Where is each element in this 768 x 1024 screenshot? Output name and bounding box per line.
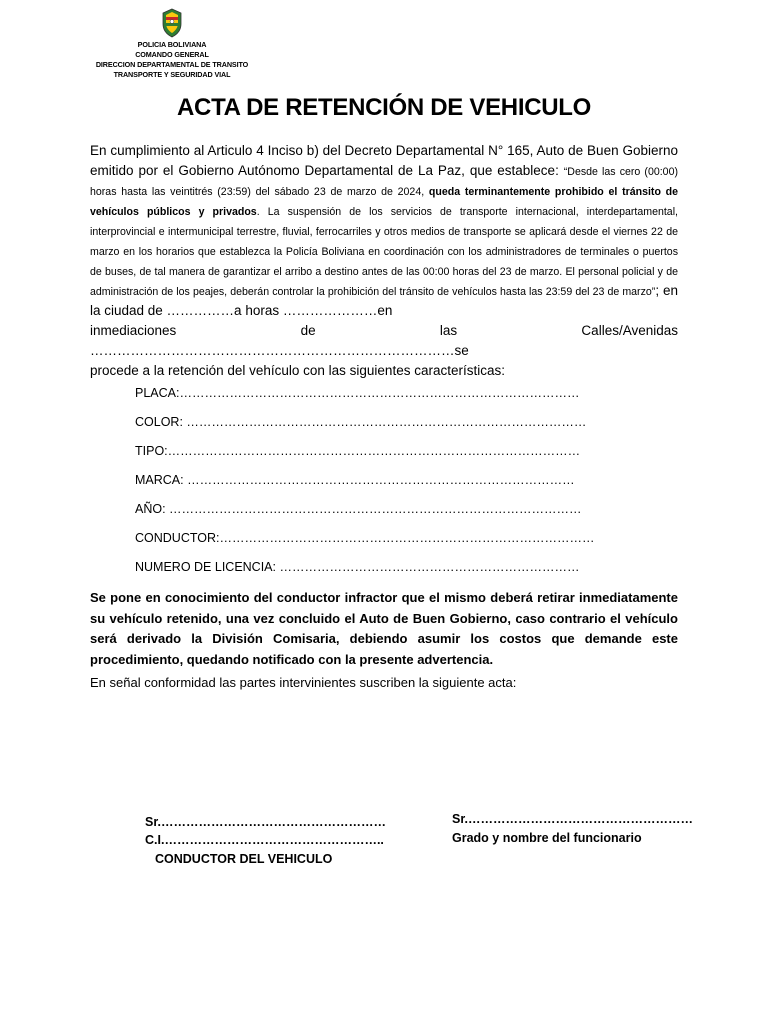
header-line-1: POLICIA BOLIVIANA [137, 40, 207, 49]
field-anio[interactable]: AÑO: ……………………………………………………………………………………… [135, 502, 582, 516]
intro-line-last: procede a la retención del vehículo con las siguientes características: [90, 363, 505, 378]
intro-paragraph [90, 141, 678, 381]
field-numero-licencia[interactable]: NUMERO DE LICENCIA: ……………………………………………………………… [135, 560, 580, 574]
intro-part-2: ; en la ciudad de ……………a horas …………………en [90, 283, 678, 318]
conformity-text: En señal conformidad las partes intervinientes suscriben la siguiente acta: [90, 675, 517, 690]
decree-quote-bold: queda terminantemente prohibido el tránsito de vehículos públicos y privados [90, 186, 679, 218]
left-signature-ci[interactable]: C.I.…………………………………………….. [145, 833, 384, 847]
intro-part-1: En cumplimiento al Articulo 4 Inciso b) del Decreto Departamental N° 165, Auto de Buen Gobierno emitido por el Gobierno Autónomo Departamental de La Paz, que establece: [90, 143, 678, 178]
left-signature-sr[interactable]: Sr.……………………………………………… [145, 815, 386, 829]
field-placa[interactable]: PLACA:…………………………………………………………………………………… [135, 386, 580, 400]
field-conductor[interactable]: CONDUCTOR:……………………………………………………………………………… [135, 531, 595, 545]
header-line-4: TRANSPORTE Y SEGURIDAD VIAL [113, 70, 231, 79]
field-color[interactable]: COLOR: …………………………………………………………………………………… [135, 415, 587, 429]
intro-text [90, 141, 678, 321]
police-seal-icon [161, 8, 183, 38]
field-marca[interactable]: MARCA: ………………………………………………………………………………… [135, 473, 575, 487]
document-title: ACTA DE RETENCIÓN DE VEHICULO [177, 94, 591, 121]
decree-quote-b: . La suspensión de los servicios de transporte internacional, interdepartamental, interprovincial e intermunicipal terrestre, fluvial, ferrocarriles y otros medios de transporte se aplicará desde el viernes 22 de marzo en los horarios que establezca la Policía Boliviana en coordinación con los administradores de terminales o puertos de buses, de tal manera de garantizar el arribo a destino antes de las 00:00 horas del 23 de marzo. El personal policial y de administración de los peajes, deberán controlar la prohibición del tránsito de vehículos hasta las 23:59 del 23 de marzo” [90, 206, 678, 298]
intro-line-streets: inmediaciones de las Calles/Avenidas ………………………………………………………………………se [90, 323, 678, 358]
notice-paragraph: Se pone en conocimiento del conductor infractor que el mismo deberá retirar inmediatamente su vehículo retenido, una vez concluido el Auto de Buen Gobierno, caso contrario el vehículo será derivado la División Comisaria, debiendo asumir los costos que demande este procedimiento, quedando notificado con la presente advertencia. [90, 590, 678, 667]
header-line-3: DIRECCION DEPARTAMENTAL DE TRANSITO [95, 60, 249, 69]
right-signature-sr[interactable]: Sr.……………………………………………… [452, 812, 693, 826]
right-signature-role: Grado y nombre del funcionario [452, 831, 642, 845]
decree-quote-a: “Desde las cero (00:00) horas hasta las veintitrés (23:59) del sábado 23 de marzo de 2024, [90, 166, 678, 198]
letterhead [86, 8, 258, 80]
left-signature-role: CONDUCTOR DEL VEHICULO [155, 852, 333, 866]
field-tipo[interactable]: TIPO:……………………………………………………………………………………… [135, 444, 581, 458]
header-line-2: COMANDO GENERAL [135, 50, 209, 59]
